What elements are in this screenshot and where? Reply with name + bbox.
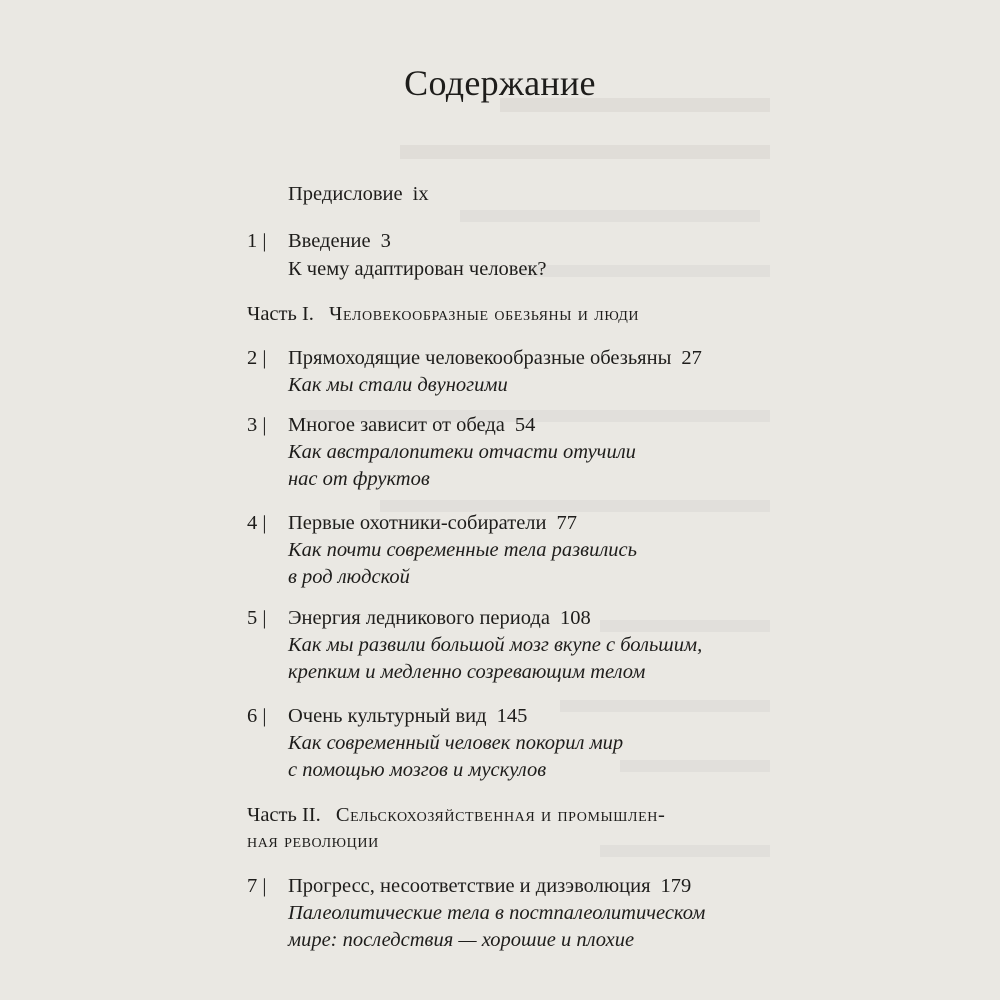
entry-subtitle: нас от фруктов xyxy=(288,468,430,490)
entry-title: Прямоходящие человекообразные обезьяны xyxy=(288,347,672,369)
entry-title: Энергия ледникового периода xyxy=(288,607,550,629)
entry-subtitle: Как мы развили большой мозг вкупе с большим, xyxy=(288,634,703,656)
entry-title: Многое зависит от обеда xyxy=(288,414,505,436)
toc-entry-chapter-7[interactable] xyxy=(288,875,691,898)
toc-entry-chapter-2[interactable] xyxy=(288,347,702,370)
entry-page: 27 xyxy=(681,347,702,369)
entry-subtitle: Как австралопитеки отчасти отучили xyxy=(288,441,636,463)
entry-title: Введение xyxy=(288,230,371,252)
toc-entry-preface[interactable] xyxy=(288,183,429,206)
chapter-number: 7 | xyxy=(247,875,267,897)
toc-entry-chapter-3[interactable] xyxy=(288,414,535,437)
entry-title: Первые охотники-собиратели xyxy=(288,512,547,534)
entry-subtitle: в род людской xyxy=(288,566,410,588)
entry-title: Очень культурный вид xyxy=(288,705,487,727)
entry-title: Прогресс, несоответствие и дизэволюция xyxy=(288,875,651,897)
toc-entry-chapter-6[interactable] xyxy=(288,705,527,728)
chapter-number: 3 | xyxy=(247,414,267,436)
toc-entry-chapter-4[interactable] xyxy=(288,512,577,535)
toc-part-1[interactable] xyxy=(247,303,639,326)
part-label: Часть I. xyxy=(247,303,314,325)
chapter-number: 5 | xyxy=(247,607,267,629)
entry-subtitle: с помощью мозгов и мускулов xyxy=(288,759,547,781)
entry-title: Предисловие xyxy=(288,183,403,205)
entry-subtitle: Как мы стали двуногими xyxy=(288,374,508,396)
chapter-number: 1 | xyxy=(247,230,267,252)
chapter-number: 4 | xyxy=(247,512,267,534)
entry-page: 54 xyxy=(514,414,536,436)
entry-subtitle: Как почти современные тела развились xyxy=(288,539,637,561)
toc-entry-chapter-5[interactable] xyxy=(288,607,591,630)
entry-subtitle: крепким и медленно созревающим телом xyxy=(288,661,646,683)
part-label: Часть II. xyxy=(247,804,321,826)
entry-page: 108 xyxy=(559,607,591,629)
entry-page: 145 xyxy=(496,705,528,727)
entry-page: ix xyxy=(412,183,429,205)
entry-subtitle: К чему адаптирован человек? xyxy=(288,258,547,280)
entry-page: 179 xyxy=(660,875,692,897)
entry-subtitle: мире: последствия — хорошие и плохие xyxy=(288,929,635,951)
part-title-continued: ная революции xyxy=(247,830,379,852)
part-title: Сельскохозяйственная и промышлен- xyxy=(335,804,666,826)
part-title: Человекообразные обезьяны и люди xyxy=(329,303,640,325)
chapter-number: 2 | xyxy=(247,347,267,369)
entry-page: 77 xyxy=(556,512,578,534)
entry-page: 3 xyxy=(380,230,391,252)
toc-part-2[interactable] xyxy=(247,804,665,827)
entry-subtitle: Палеолитические тела в постпалеолитическом xyxy=(288,902,706,924)
entry-subtitle: Как современный человек покорил мир xyxy=(288,732,624,754)
page-title: Содержание xyxy=(404,63,596,103)
toc-entry-chapter-1[interactable] xyxy=(288,230,391,253)
chapter-number: 6 | xyxy=(247,705,267,727)
